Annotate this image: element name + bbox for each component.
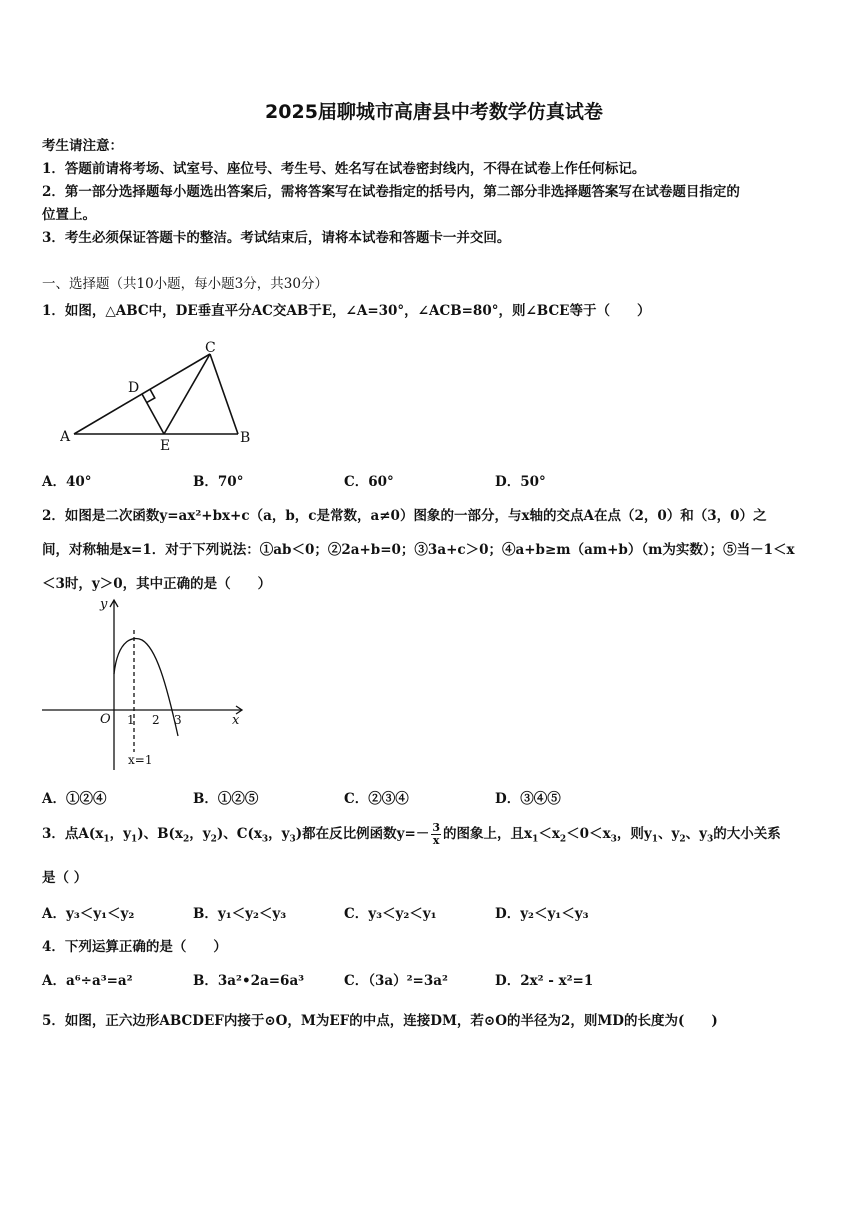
option-a[interactable]: A．40° [42,474,92,490]
label-a: A [60,429,71,445]
question-3-stem: 3．点$A(x_1$，$y_1$)、$B(x_2$，$y_2$)、$C(x_3$，$y_3$)都在反比例函数y=－ $\frac{3}{x}$ 的图象上，且$x_1<x_2<0<x_3$，则$y_1$、$y_2$、$y_3$的大小关系 [42,821,781,847]
question-2-stem: 2．如图是二次函数y=ax²+bx+c（a，b，c是常数，a≠0）图象的一部分，与x轴的交点A在点（2，0）和（3，0）之 [42,508,767,524]
option-b[interactable]: B．y₁＜y₂＜y₃ [193,906,287,922]
question-3-stem: 是（ ） [42,870,88,886]
notice-heading: 考生请注意： [42,138,123,154]
fraction: $\frac{3}{x}$ [432,821,440,847]
parabola-figure [38,592,248,774]
label-e: E [160,438,171,454]
tick-3: 3 [174,713,182,727]
label-c: C [205,340,216,356]
axis-of-symmetry-label: x=1 [128,753,153,767]
question-4-stem: 4．下列运算正确的是（ ） [42,939,227,955]
option-c[interactable]: C．60° [344,474,394,490]
page-title: 2025届聊城市高唐县中考数学仿真试卷 [265,101,603,123]
option-b[interactable]: B．70° [193,474,244,490]
option-c[interactable]: C．②③④ [344,791,409,807]
notice-item: 位置上。 [42,207,96,223]
question-1-stem: 1．如图，△ABC中，DE垂直平分AC交AB于E，∠A=30°，∠ACB=80°，则∠BCE等于（ ） [42,303,651,319]
question-2-options [42,787,802,807]
tick-2: 2 [152,713,160,727]
question-2-stem: 间，对称轴是x=1．对于下列说法：①ab＜0；②2a+b=0；③3a+c＞0；④a+b≥m（am+b）（m为实数）；⑤当－1＜x [42,542,795,558]
option-d[interactable]: D．y₂＜y₁＜y₃ [495,906,589,922]
question-1-options [42,470,802,490]
tick-1: 1 [127,713,135,727]
question-5-stem: 5．如图，正六边形ABCDEF内接于⊙O，M为EF的中点，连接DM，若⊙O的半径为2，则MD的长度为( ) [42,1013,718,1029]
option-c[interactable]: C．y₃＜y₂＜y₁ [344,906,437,922]
option-b[interactable]: B．3a²•2a=6a³ [193,973,305,989]
notice-item: 1．答题前请将考场、试室号、座位号、考生号、姓名写在试卷密封线内，不得在试卷上作任何标记。 [42,161,646,177]
option-a[interactable]: A．y₃＜y₁＜y₂ [42,906,135,922]
option-d[interactable]: D．③④⑤ [495,791,561,807]
notice-item: 3．考生必须保证答题卡的整洁。考试结束后，请将本试卷和答题卡一并交回。 [42,230,511,246]
axis-x-label: x [232,713,240,728]
triangle-figure [60,338,260,454]
question-2-stem: ＜3时，y＞0，其中正确的是（ ） [42,576,272,592]
origin-label: O [100,712,111,727]
question-4-options [42,969,802,989]
option-d[interactable]: D．2x² - x²=1 [495,973,594,989]
option-a[interactable]: A．①②④ [42,791,107,807]
question-3-options [42,902,802,922]
notice-item: 2．第一部分选择题每小题选出答案后，需将答案写在试卷指定的括号内，第二部分非选择题答案写在试卷题目指定的 [42,184,740,200]
option-a[interactable]: A．a⁶÷a³=a² [42,973,133,989]
option-b[interactable]: B．①②⑤ [193,791,259,807]
label-b: B [240,430,251,446]
axis-y-label: y [100,597,108,612]
option-c[interactable]: C．（3a）²=3a² [344,973,448,989]
label-d: D [128,380,140,396]
option-d[interactable]: D．50° [495,474,546,490]
section-heading: 一、选择题（共10小题，每小题3分，共30分） [42,276,328,292]
